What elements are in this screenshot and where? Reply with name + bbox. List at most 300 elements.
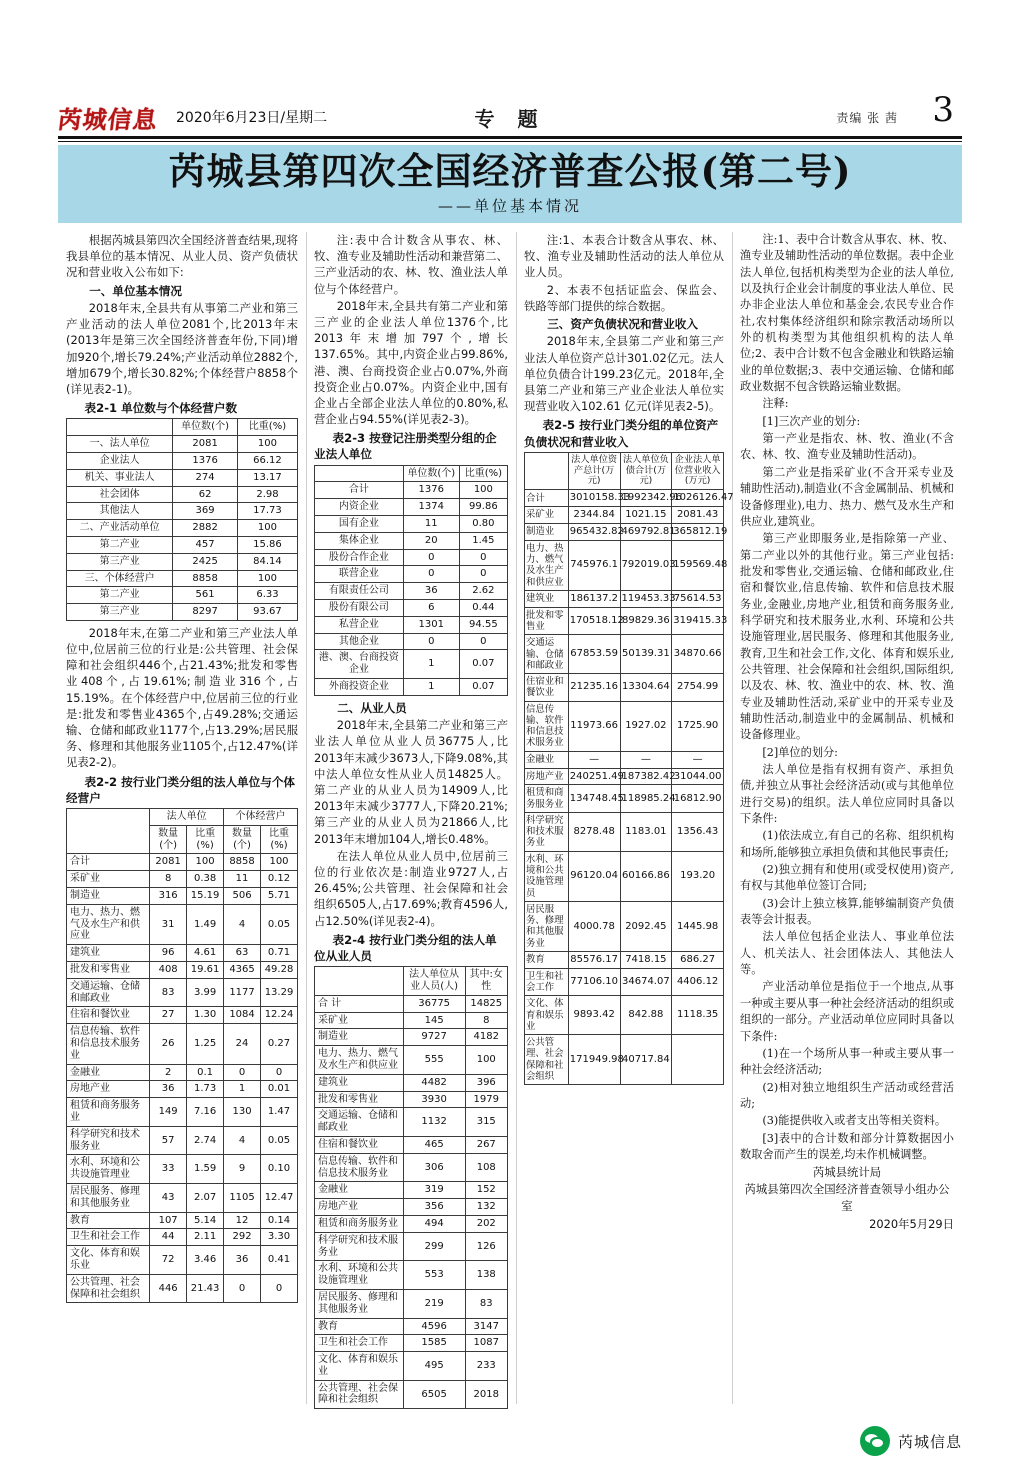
cell-value: 0.44 [459, 600, 507, 617]
note-2-activity-condition-2: (2)相对独立地组织生产活动或经营活动; [740, 1080, 954, 1110]
cell-value: 4000.78 [568, 901, 620, 951]
row-label: 国有企业 [315, 516, 404, 533]
cell-value: 319415.33 [672, 607, 724, 635]
row-label: 制造业 [67, 888, 150, 905]
signature-office: 芮城县第四次全国经济普查领导小组办公室 [744, 1182, 950, 1214]
cell-value: 12 [224, 1212, 261, 1229]
cell-value: 8858 [173, 570, 238, 587]
cell-value: 60166.86 [620, 851, 672, 901]
table-2-5-body [525, 452, 734, 1085]
table-row [315, 1012, 508, 1029]
column-4 [732, 232, 962, 1404]
row-label: 联营企业 [315, 566, 404, 583]
table-row [315, 633, 508, 650]
cell-value: 100 [459, 482, 507, 499]
table-row [525, 996, 724, 1035]
row-label: 交通运输、仓储和邮政业 [315, 1108, 404, 1137]
cell-value: 36 [224, 1246, 261, 1275]
column-header: 比重(%) [261, 825, 298, 854]
table-2-1 [66, 418, 298, 621]
cell-value: 9893.42 [568, 996, 620, 1035]
cell-value: 3.30 [261, 1229, 298, 1246]
cell-value: 94.55 [459, 616, 507, 633]
row-label: 第二产业 [67, 587, 173, 604]
cell-value: 792019.03 [620, 540, 672, 590]
table-header-row [315, 465, 508, 482]
column-header: 企业法人单位营业收入(万元) [672, 452, 724, 490]
cell-value: — [672, 751, 724, 768]
note-2-activity-condition-1: (1)在一个场所从事一种或主要从事一种社会经济活动; [740, 1046, 954, 1077]
table-row [67, 904, 298, 944]
row-label: 电力、热力、燃气及水生产和供应业 [67, 904, 150, 944]
note-2-legal-entity-def: 法人单位是指有权拥有资产、承担负债,并独立从事社会经济活动(或与其他单位进行交易)的组织。法人单位应同时具备以下条件: [740, 763, 954, 826]
cell-value: 1 [403, 679, 459, 696]
cell-value: 4182 [465, 1029, 507, 1046]
cell-value: 2425 [173, 553, 238, 570]
row-label: 居民服务、修理和其他服务业 [315, 1289, 404, 1318]
cell-value: 3.46 [187, 1246, 224, 1275]
cell-value: 0 [224, 1064, 261, 1081]
cell-value: 100 [237, 436, 297, 453]
cell-value: 9 [224, 1155, 261, 1184]
cell-value: 1376 [403, 482, 459, 499]
section-heading-1: 一、单位基本情况 [89, 283, 182, 298]
paragraph-1-2: 2018年末,在第二产业和第三产业法人单位中,位居前三位的行业是:公共管理、社会保障和社会组织446个,占21.43%;批发和零售业408个,占19.61%;制造业316个,占15.19%。在个体经营户中,位居前三位的行业是:批发和零售业4365个,占49.28%;交通运输、仓储和邮政业1177个,占13.29%;居民服务、修理和其他服务业1105个,占12.47%(详见表2-2)。 [66, 625, 298, 770]
cell-value: 27 [150, 1007, 187, 1024]
section-heading-2: 二、从业人员 [337, 700, 407, 715]
cell-value: 145 [403, 1012, 465, 1029]
notes-title: 注释: [762, 397, 789, 411]
row-label: 采矿业 [525, 507, 569, 524]
headline-banner [58, 145, 962, 223]
row-label: 卫生和社会工作 [525, 968, 569, 996]
table-row [67, 604, 298, 621]
table-row [67, 1246, 298, 1275]
column-header: 比重(%) [237, 419, 297, 436]
table-caption-2-3: 表2-3 按登记注册类型分组的企业法人单位 [314, 431, 497, 462]
row-label: 金融业 [315, 1182, 404, 1199]
cell-value: 0 [403, 566, 459, 583]
paragraph-2-1: 2018年末,全县共有第二产业和第三产业的企业法人单位1376个,比2013年末增加797个,增长137.65%。其中,内资企业占99.86%,港、澳、台商投资企业占0.07%,外商投资企业占0.07%。内资企业中,国有企业占全部企业法人单位的0.80%,私营企业占94.55%(详见表2-3)。 [314, 298, 508, 427]
table-2-4-note-1: 注:1、本表合计数含从事农、林、牧、渔专业及辅助性活动的法人单位从业人员。 [524, 233, 724, 280]
cell-value: 6 [403, 600, 459, 617]
cell-value: 240251.49 [568, 768, 620, 785]
cell-value: 219 [403, 1289, 465, 1318]
row-label: 金融业 [525, 751, 569, 768]
cell-value: 89829.36 [620, 607, 672, 635]
cell-value: 1026126.47 [672, 490, 724, 507]
table-row [315, 1380, 508, 1409]
cell-value: 396 [465, 1074, 507, 1091]
cell-value: 2.62 [459, 583, 507, 600]
cell-value: 84.14 [237, 553, 297, 570]
column-header: 法人单位资产总计(万元) [568, 452, 620, 490]
table-row [67, 486, 298, 503]
cell-value: 1105 [224, 1183, 261, 1212]
table-row [315, 1136, 508, 1153]
cell-value: 17.73 [237, 503, 297, 520]
row-label: 合计 [67, 854, 150, 871]
row-label: 金融业 [67, 1064, 150, 1081]
row-label: 信息传输、软件和信息技术服务业 [67, 1024, 150, 1064]
row-label: 科学研究和技术服务业 [67, 1126, 150, 1155]
table-2-1-note: 注:表中合计数含从事农、林、牧、渔专业及辅助性活动和兼营第二、三产业活动的农、林、牧、渔业法人单位与个体经营户。 [314, 233, 508, 296]
table-row [315, 1215, 508, 1232]
row-label: 住宿和餐饮业 [67, 1007, 150, 1024]
cell-value: 1.45 [459, 532, 507, 549]
paragraph-1-1: 2018年末,全县共有从事第二产业和第三产业活动的法人单位2081个,比2013年末(2013年是第三次全国经济普查年份,下同)增加920个,增长79.24%;产业活动单位2882个,增加679个,增长30.82%;个体经营户8858个(详见表2-1)。 [66, 301, 298, 396]
row-label: 公共管理、社会保障和社会组织 [315, 1380, 404, 1409]
cell-value: 0 [459, 566, 507, 583]
cell-value: 1183.01 [620, 812, 672, 851]
cell-value: 40717.84 [620, 1035, 672, 1085]
cell-value: 0.05 [261, 1126, 298, 1155]
cell-value: 0.10 [261, 1155, 298, 1184]
table-row [67, 1081, 298, 1098]
column-header [315, 465, 404, 482]
row-label: 港、澳、台商投资企业 [315, 650, 404, 679]
table-2-3-body [315, 465, 508, 695]
cell-value: 26 [150, 1024, 187, 1064]
page-number: 3 [932, 90, 954, 130]
note-2-title: [2]单位的划分: [762, 745, 838, 759]
table-row [315, 600, 508, 617]
note-2-legal-entity-types: 法人单位包括企业法人、事业单位法人、机关法人、社会团体法人、其他法人等。 [740, 930, 954, 977]
cell-value: 36 [150, 1081, 187, 1098]
cell-value: 193.20 [672, 851, 724, 901]
cell-value: — [568, 751, 620, 768]
note-2-condition-1: (1)依法成立,有自己的名称、组织机构和场所,能够独立承担负债和其他民事责任; [740, 829, 954, 859]
cell-value: 9727 [403, 1029, 465, 1046]
cell-value: 1927.02 [620, 701, 672, 751]
cell-value: 171949.98 [568, 1035, 620, 1085]
cell-value: 1585 [403, 1335, 465, 1352]
cell-value: 108 [465, 1153, 507, 1182]
row-label: 有限责任公司 [315, 583, 404, 600]
cell-value: 149 [150, 1098, 187, 1127]
row-label: 教育 [67, 1212, 150, 1229]
table-row [315, 1352, 508, 1381]
table-row [315, 616, 508, 633]
row-label: 信息传输、软件和信息技术服务业 [525, 701, 569, 751]
row-label: 租赁和商务服务业 [67, 1098, 150, 1127]
cell-value: 72 [150, 1246, 187, 1275]
cell-value: 57 [150, 1126, 187, 1155]
row-label: 股份合作企业 [315, 549, 404, 566]
row-label: 文化、体育和娱乐业 [315, 1352, 404, 1381]
row-label: 批发和零售业 [315, 1091, 404, 1108]
cell-value: 306 [403, 1153, 465, 1182]
cell-value: 1 [403, 650, 459, 679]
note-2-activity-condition-3: (3)能提供收入或者支出等相关资料。 [762, 1114, 947, 1128]
row-label: 居民服务、修理和其他服务业 [525, 901, 569, 951]
table-row [67, 1007, 298, 1024]
cell-value: 170518.12 [568, 607, 620, 635]
table-row [67, 962, 298, 979]
column-3 [516, 232, 732, 1404]
table-header-row [525, 452, 724, 490]
headline-title: 芮城县第四次全国经济普查公报(第二号) [168, 149, 852, 194]
row-label: 第二产业 [67, 536, 173, 553]
cell-value: 2018 [465, 1380, 507, 1409]
cell-value: 138 [465, 1261, 507, 1290]
cell-value: 100 [261, 854, 298, 871]
table-2-4 [314, 966, 508, 1409]
row-label: 教育 [525, 952, 569, 969]
cell-value: 1374 [403, 499, 459, 516]
cell-value: 319 [403, 1182, 465, 1199]
table-row [315, 1108, 508, 1137]
column-1 [58, 232, 306, 1404]
note-1-title: [1]三次产业的划分: [762, 414, 861, 428]
row-label: 其他企业 [315, 633, 404, 650]
row-label: 建筑业 [315, 1074, 404, 1091]
cell-value: 0.05 [261, 904, 298, 944]
cell-value: 5.14 [187, 1212, 224, 1229]
cell-value [672, 1035, 724, 1085]
table-row [315, 1335, 508, 1352]
table-row [525, 785, 724, 813]
cell-value: 2754.99 [672, 674, 724, 702]
row-label: 合 计 [315, 995, 404, 1012]
cell-value: 85576.17 [568, 952, 620, 969]
cell-value: 446 [150, 1274, 187, 1303]
cell-value: 20 [403, 532, 459, 549]
cell-value: 494 [403, 1215, 465, 1232]
cell-value: 3010158.33 [568, 490, 620, 507]
cell-value: 13.17 [237, 469, 297, 486]
row-label: 股份有限公司 [315, 600, 404, 617]
table-row [315, 1153, 508, 1182]
row-label: 租赁和商务服务业 [315, 1215, 404, 1232]
row-label: 机关、事业法人 [67, 469, 173, 486]
cell-value: 8858 [224, 854, 261, 871]
cell-value: 1.30 [187, 1007, 224, 1024]
table-row [525, 701, 724, 751]
cell-value: 0.38 [187, 871, 224, 888]
table-row [315, 1261, 508, 1290]
cell-value: 1.49 [187, 904, 224, 944]
wechat-footer [860, 1426, 962, 1456]
table-row [67, 945, 298, 962]
row-label: 企业法人 [67, 452, 173, 469]
table-row [67, 1098, 298, 1127]
table-row [67, 1024, 298, 1064]
cell-value: 24 [224, 1024, 261, 1064]
signature-date: 2020年5月29日 [869, 1216, 954, 1231]
row-label: 科学研究和技术服务业 [525, 812, 569, 851]
cell-value: 365812.19 [672, 523, 724, 540]
masthead-rule-thin [58, 141, 962, 142]
table-row [67, 1229, 298, 1246]
row-label: 外商投资企业 [315, 679, 404, 696]
row-label: 采矿业 [67, 871, 150, 888]
table-row [315, 549, 508, 566]
editor-credit: 责编 张 茜 [836, 110, 898, 125]
table-2-2-body [67, 809, 298, 1303]
table-row [67, 503, 298, 520]
column-header: 法人单位从业人员(人) [403, 967, 465, 996]
cell-value: 506 [224, 888, 261, 905]
cell-value: 2344.84 [568, 507, 620, 524]
cell-value: 77106.10 [568, 968, 620, 996]
cell-value: 2 [150, 1064, 187, 1081]
table-row [67, 854, 298, 871]
table-row [315, 679, 508, 696]
note-2-activity-unit-def: 产业活动单位是指位于一个地点,从事一种或主要从事一种社会经济活动的组织或组织的一部分。产业活动单位应同时具备以下条件: [740, 980, 954, 1043]
cell-value: 2092.45 [620, 901, 672, 951]
row-label: 制造业 [315, 1029, 404, 1046]
row-label: 教育 [315, 1318, 404, 1335]
cell-value: 107 [150, 1212, 187, 1229]
section-heading-3: 三、资产负债状况和营业收入 [547, 316, 698, 331]
cell-value: 100 [465, 1046, 507, 1075]
signature-bureau: 芮城县统计局 [812, 1165, 882, 1180]
cell-value: 965432.82 [568, 523, 620, 540]
cell-value: 842.88 [620, 996, 672, 1035]
row-label: 私营企业 [315, 616, 404, 633]
cell-value: 1301 [403, 616, 459, 633]
cell-value: 0 [403, 549, 459, 566]
column-header [315, 967, 404, 996]
row-label: 水利、环境和公共设施管理员 [525, 851, 569, 901]
cell-value: 7418.15 [620, 952, 672, 969]
cell-value: 11 [403, 516, 459, 533]
cell-value: 299 [403, 1232, 465, 1261]
cell-value: 0.14 [261, 1212, 298, 1229]
cell-value: 4.61 [187, 945, 224, 962]
row-label: 内资企业 [315, 499, 404, 516]
column-header: 比重(%) [459, 465, 507, 482]
cell-value: 11 [224, 871, 261, 888]
cell-value: 1 [224, 1081, 261, 1098]
table-caption-2-1: 表2-1 单位数与个体经营户数 [84, 401, 238, 416]
table-2-3 [314, 465, 508, 696]
row-label: 二、产业活动单位 [67, 520, 173, 537]
cell-value: 99.86 [459, 499, 507, 516]
table-row [525, 607, 724, 635]
row-label: 第三产业 [67, 604, 173, 621]
cell-value: 7.16 [187, 1098, 224, 1127]
row-label: 电力、热力、燃气及水生产和供应业 [315, 1046, 404, 1075]
cell-value: 96 [150, 945, 187, 962]
cell-value: 292 [224, 1229, 261, 1246]
cell-value: 0.1 [187, 1064, 224, 1081]
table-2-1-body [67, 419, 298, 621]
article-columns [58, 232, 962, 1404]
cell-value: 1.59 [187, 1155, 224, 1184]
table-2-5 [524, 452, 734, 1086]
cell-value: 202 [465, 1215, 507, 1232]
table-row [67, 1064, 298, 1081]
row-label: 水利、环境和公共设施管理业 [315, 1261, 404, 1290]
cell-value: 15.19 [187, 888, 224, 905]
table-row [67, 1155, 298, 1184]
cell-value: 0 [261, 1064, 298, 1081]
cell-value: 134748.45 [568, 785, 620, 813]
cell-value: 43 [150, 1183, 187, 1212]
table-row [315, 1289, 508, 1318]
cell-value: 457 [173, 536, 238, 553]
cell-value: — [620, 751, 672, 768]
cell-value: 83 [150, 978, 187, 1007]
table-row [67, 520, 298, 537]
table-row [525, 523, 724, 540]
cell-value: 2.98 [237, 486, 297, 503]
cell-value: 2081.43 [672, 507, 724, 524]
cell-value: 66.12 [237, 452, 297, 469]
cell-value: 100 [237, 570, 297, 587]
row-label: 文化、体育和娱乐业 [525, 996, 569, 1035]
paragraph-2-2: 2018年末,全县第二产业和第三产业法人单位从业人员36775人,比2013年末减少3673人,下降9.08%,其中法人单位女性从业人员14825人。第二产业的从业人员为14909人,比2013年末减少3777人,下降20.21%;第三产业的从业人员为21866人,比2013年末增加104人,增长0.48%。 [314, 718, 508, 846]
row-label: 房地产业 [67, 1081, 150, 1098]
row-label: 交通运输、仓储和邮政业 [525, 635, 569, 674]
cell-value: 36 [403, 583, 459, 600]
cell-value: 34674.07 [620, 968, 672, 996]
headline-subtitle: ——单位基本情况 [437, 196, 582, 215]
cell-value: 118985.24 [620, 785, 672, 813]
table-caption-2-4: 表2-4 按行业门类分组的法人单位从业人员 [314, 932, 497, 963]
cell-value: 2.07 [187, 1183, 224, 1212]
table-row [525, 952, 724, 969]
cell-value: 1725.90 [672, 701, 724, 751]
cell-value: 21.43 [187, 1274, 224, 1303]
cell-value: 0 [459, 633, 507, 650]
cell-value: 0.01 [261, 1081, 298, 1098]
cell-value: 3930 [403, 1091, 465, 1108]
cell-value: 126 [465, 1232, 507, 1261]
cell-value: 316 [150, 888, 187, 905]
note-1-tertiary-industry: 第三产业即服务业,是指除第一产业、第二产业以外的其他行业。第三产业包括:批发和零售业,交通运输、仓储和邮政业,住宿和餐饮业,信息传输、软件和信息技术服务业,金融业,房地产业,租赁和商务服务业,科学研究和技术服务业,水利、环境和公共设施管理业,居民服务、修理和其他服务业,教育,卫生和社会工作,文化、体育和娱乐业,公共管理、社会保障和社会组织,国际组织,以及农、林、牧、渔业中的农、林、牧、渔专业及辅助性活动,采矿业中的开采专业及辅助性活动,制造业中的金属制品、机械和设备修理业。 [740, 532, 954, 742]
cell-value: 1356.43 [672, 812, 724, 851]
cell-value: 561 [173, 587, 238, 604]
cell-value: 34870.66 [672, 635, 724, 674]
column-header: 单位数(个) [173, 419, 238, 436]
cell-value: 12.24 [261, 1007, 298, 1024]
cell-value: 93.67 [237, 604, 297, 621]
note-1-primary-industry: 第一产业是指农、林、牧、渔业(不含农、林、牧、渔专业及辅助性活动)。 [740, 432, 954, 462]
cell-value: 408 [150, 962, 187, 979]
column-header: 单位数(个) [403, 465, 459, 482]
cell-value: 1.25 [187, 1024, 224, 1064]
cell-value: 11973.66 [568, 701, 620, 751]
table-row [525, 812, 724, 851]
cell-value: 1.73 [187, 1081, 224, 1098]
cell-value: 19.61 [187, 962, 224, 979]
table-row [315, 1182, 508, 1199]
table-row [525, 507, 724, 524]
row-label: 一、法人单位 [67, 436, 173, 453]
column-header: 个体经营户 [224, 809, 298, 826]
cell-value: 16812.90 [672, 785, 724, 813]
table-row [525, 768, 724, 785]
table-row [315, 1029, 508, 1046]
cell-value: 0 [261, 1274, 298, 1303]
cell-value: 2882 [173, 520, 238, 537]
note-3-rounding: [3]表中的合计数和部分计算数据因小数取舍而产生的误差,均未作机械调整。 [740, 1131, 954, 1161]
table-2-4-note-2: 2、本表不包括证监会、保监会、铁路等部门提供的综合数据。 [524, 282, 724, 313]
cell-value: 152 [465, 1182, 507, 1199]
cell-value: 0.12 [261, 871, 298, 888]
table-row [315, 566, 508, 583]
table-row [525, 851, 724, 901]
row-label: 租赁和商务服务业 [525, 785, 569, 813]
table-row [315, 995, 508, 1012]
cell-value: 6.33 [237, 587, 297, 604]
row-label: 集体企业 [315, 532, 404, 549]
issue-date: 2020年6月23日/星期二 [176, 110, 328, 126]
table-row [67, 553, 298, 570]
